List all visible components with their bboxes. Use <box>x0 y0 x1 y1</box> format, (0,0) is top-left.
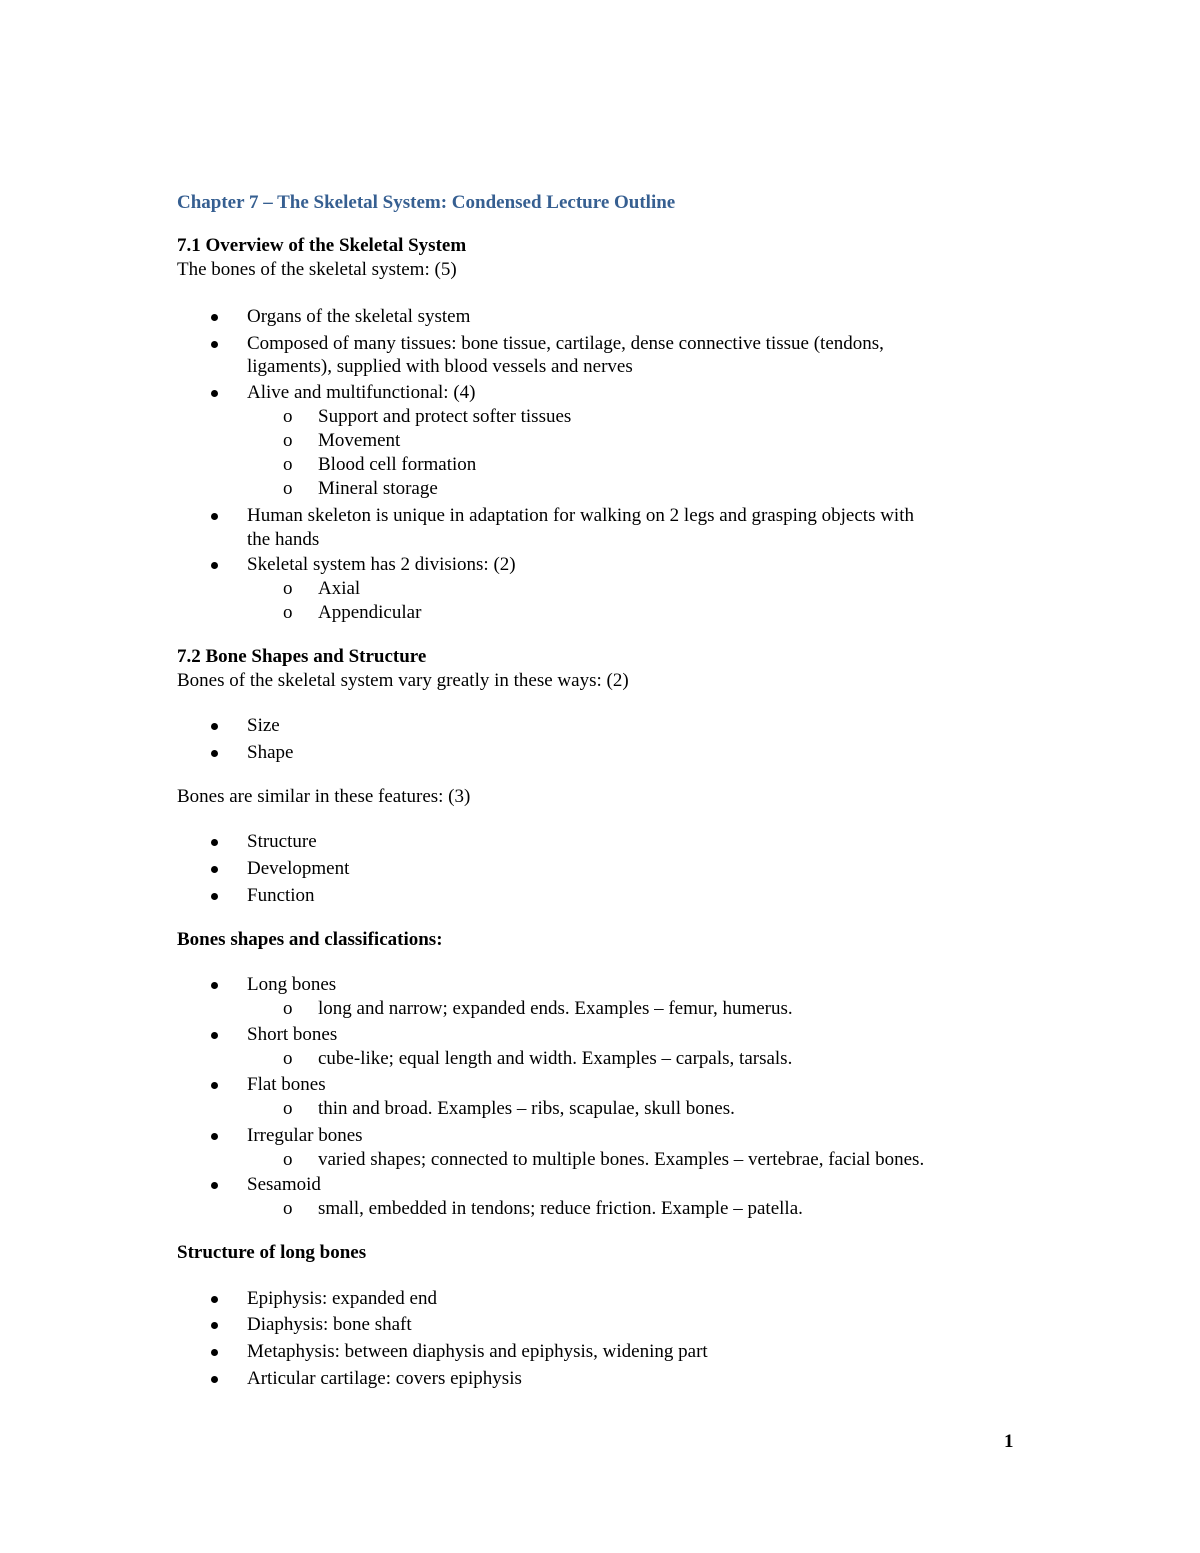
list-item: Flat bones <box>247 1074 326 1095</box>
list-item: Sesamoid <box>247 1174 321 1195</box>
list-item: Diaphysis: bone shaft <box>247 1314 412 1335</box>
sub-list-item: Mineral storage <box>318 478 438 499</box>
sub-bullet-icon: o <box>283 478 293 499</box>
sub-list-item: long and narrow; expanded ends. Examples – femur, humerus. <box>318 998 793 1019</box>
sub-list-item: Axial <box>318 578 361 599</box>
list-item: Composed of many tissues: bone tissue, cartilage, dense connective tissue (tendons, <box>247 333 884 354</box>
list-item: Irregular bones <box>247 1125 363 1146</box>
bullet-icon <box>211 341 218 348</box>
sub-bullet-icon: o <box>283 430 293 451</box>
list-item: Articular cartilage: covers epiphysis <box>247 1368 522 1389</box>
sub-list-item: varied shapes; connected to multiple bones. Examples – vertebrae, facial bones. <box>318 1149 925 1170</box>
sub-bullet-icon: o <box>283 1149 293 1170</box>
list-item: Organs of the skeletal system <box>247 306 471 327</box>
bullet-icon <box>211 314 218 321</box>
bullet-icon <box>211 1296 218 1303</box>
bullet-icon <box>211 893 218 900</box>
bullet-icon <box>211 1032 218 1039</box>
section-heading-7-1: 7.1 Overview of the Skeletal System <box>177 235 467 256</box>
sub-bullet-icon: o <box>283 406 293 427</box>
bullet-icon <box>211 839 218 846</box>
section-intro: The bones of the skeletal system: (5) <box>177 259 457 280</box>
section-intro: Bones of the skeletal system vary greatly in these ways: (2) <box>177 670 629 691</box>
section-heading-bone-shapes: Bones shapes and classifications: <box>177 929 443 950</box>
page-number: 1 <box>1004 1431 1014 1452</box>
bullet-icon <box>211 1322 218 1329</box>
sub-bullet-icon: o <box>283 578 293 599</box>
bullet-icon <box>211 1082 218 1089</box>
sub-list-item: small, embedded in tendons; reduce friction. Example – patella. <box>318 1198 803 1219</box>
list-item: Function <box>247 885 315 906</box>
list-item: Development <box>247 858 350 879</box>
paragraph: Bones are similar in these features: (3) <box>177 786 471 807</box>
list-item: Human skeleton is unique in adaptation for walking on 2 legs and grasping objects with <box>247 505 914 526</box>
bullet-icon <box>211 1376 218 1383</box>
sub-list-item: Appendicular <box>318 602 422 623</box>
section-heading-7-2: 7.2 Bone Shapes and Structure <box>177 646 427 667</box>
sub-list-item: thin and broad. Examples – ribs, scapulae, skull bones. <box>318 1098 735 1119</box>
bullet-icon <box>211 750 218 757</box>
sub-list-item: Movement <box>318 430 401 451</box>
bullet-icon <box>211 1182 218 1189</box>
sub-list-item: Blood cell formation <box>318 454 477 475</box>
list-item: Shape <box>247 742 294 763</box>
sub-bullet-icon: o <box>283 998 293 1019</box>
list-item-continuation: ligaments), supplied with blood vessels and nerves <box>247 356 633 377</box>
document-title: Chapter 7 – The Skeletal System: Condensed Lecture Outline <box>177 192 676 213</box>
sub-list-item: cube-like; equal length and width. Examples – carpals, tarsals. <box>318 1048 793 1069</box>
list-item: Structure <box>247 831 317 852</box>
list-item: Short bones <box>247 1024 338 1045</box>
list-item: Alive and multifunctional: (4) <box>247 382 476 403</box>
list-item: Epiphysis: expanded end <box>247 1288 437 1309</box>
bullet-icon <box>211 562 218 569</box>
list-item: Long bones <box>247 974 337 995</box>
bullet-icon <box>211 390 218 397</box>
sub-bullet-icon: o <box>283 602 293 623</box>
sub-list-item: Support and protect softer tissues <box>318 406 572 427</box>
list-item: Metaphysis: between diaphysis and epiphysis, widening part <box>247 1341 708 1362</box>
bullet-icon <box>211 723 218 730</box>
sub-bullet-icon: o <box>283 1198 293 1219</box>
sub-bullet-icon: o <box>283 1048 293 1069</box>
sub-bullet-icon: o <box>283 454 293 475</box>
bullet-icon <box>211 1349 218 1356</box>
bullet-icon <box>211 513 218 520</box>
section-heading-long-bone-structure: Structure of long bones <box>177 1242 367 1263</box>
sub-bullet-icon: o <box>283 1098 293 1119</box>
bullet-icon <box>211 1133 218 1140</box>
bullet-icon <box>211 982 218 989</box>
bullet-icon <box>211 866 218 873</box>
list-item: Skeletal system has 2 divisions: (2) <box>247 554 516 575</box>
list-item: Size <box>247 715 280 736</box>
list-item-continuation: the hands <box>247 529 320 550</box>
